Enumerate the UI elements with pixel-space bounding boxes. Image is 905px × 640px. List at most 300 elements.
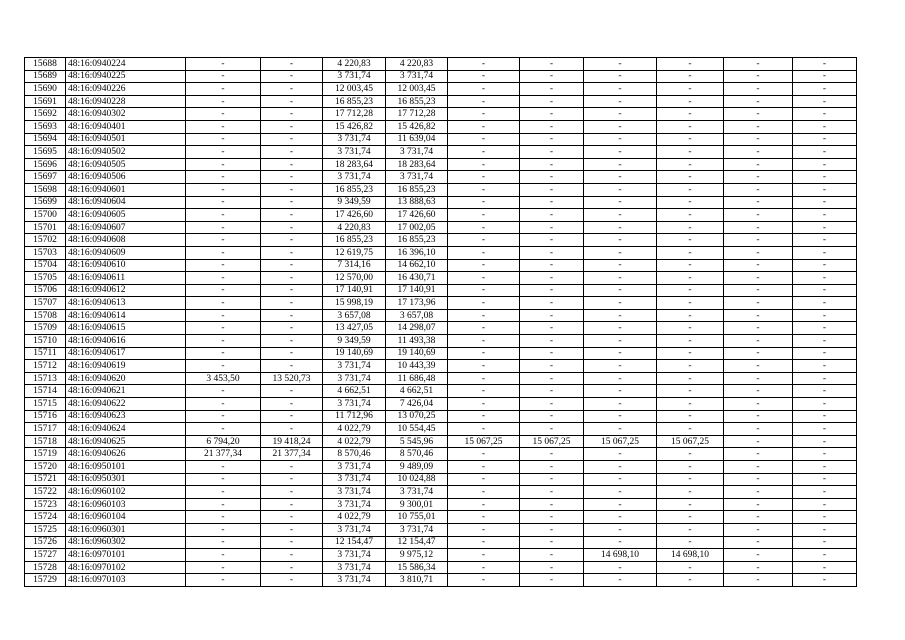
value-cell-1: - (186, 108, 261, 121)
value-cell-3: 3 731,74 (323, 498, 386, 511)
row-number-cell: 15715 (25, 398, 66, 411)
table-row (25, 272, 857, 285)
value-cell-3: 17 140,91 (323, 284, 386, 297)
value-cell-4: 14 298,07 (386, 322, 448, 335)
value-cell-8: - (657, 511, 724, 524)
value-cell-8: 14 698,10 (657, 549, 724, 562)
value-cell-7: - (584, 461, 657, 474)
value-cell-10: - (793, 461, 857, 474)
value-cell-6: - (520, 221, 584, 234)
value-cell-7: - (584, 423, 657, 436)
value-cell-2: - (261, 108, 323, 121)
value-cell-10: - (793, 309, 857, 322)
value-cell-8: - (657, 146, 724, 159)
table-row (25, 322, 857, 335)
value-cell-5: - (448, 461, 520, 474)
value-cell-2: - (261, 498, 323, 511)
value-cell-9: - (724, 486, 793, 499)
value-cell-9: - (724, 347, 793, 360)
value-cell-5: - (448, 95, 520, 108)
value-cell-9: - (724, 221, 793, 234)
value-cell-6: - (520, 549, 584, 562)
cadastral-number-cell: 48:16:0940228 (66, 95, 186, 108)
cadastral-number-cell: 48:16:0940609 (66, 246, 186, 259)
cadastral-number-cell: 48:16:0940224 (66, 58, 186, 71)
row-number-cell: 15699 (25, 196, 66, 209)
table-row (25, 246, 857, 259)
value-cell-8: - (657, 360, 724, 373)
value-cell-8: - (657, 335, 724, 348)
row-number-cell: 15719 (25, 448, 66, 461)
value-cell-1: - (186, 423, 261, 436)
table-row (25, 158, 857, 171)
value-cell-8: - (657, 322, 724, 335)
value-cell-2: - (261, 183, 323, 196)
value-cell-6: - (520, 95, 584, 108)
row-number-cell: 15714 (25, 385, 66, 398)
value-cell-9: - (724, 272, 793, 285)
value-cell-6: - (520, 70, 584, 83)
value-cell-5: - (448, 561, 520, 574)
value-cell-7: - (584, 133, 657, 146)
value-cell-1: - (186, 574, 261, 587)
value-cell-6: - (520, 461, 584, 474)
value-cell-8: - (657, 561, 724, 574)
value-cell-8: - (657, 272, 724, 285)
value-cell-2: - (261, 95, 323, 108)
value-cell-5: - (448, 297, 520, 310)
row-number-cell: 15706 (25, 284, 66, 297)
value-cell-5: - (448, 523, 520, 536)
value-cell-2: - (261, 83, 323, 96)
value-cell-5: - (448, 486, 520, 499)
value-cell-6: - (520, 234, 584, 247)
value-cell-7: - (584, 70, 657, 83)
value-cell-4: 11 686,48 (386, 372, 448, 385)
value-cell-6: - (520, 83, 584, 96)
cadastral-number-cell: 48:16:0940610 (66, 259, 186, 272)
value-cell-5: - (448, 58, 520, 71)
value-cell-1: - (186, 158, 261, 171)
value-cell-8: - (657, 461, 724, 474)
table-row (25, 574, 857, 587)
cadastral-number-cell: 48:16:0940502 (66, 146, 186, 159)
table-row (25, 549, 857, 562)
value-cell-8: - (657, 95, 724, 108)
value-cell-2: - (261, 158, 323, 171)
value-cell-9: - (724, 297, 793, 310)
value-cell-3: 4 662,51 (323, 385, 386, 398)
value-cell-9: - (724, 183, 793, 196)
value-cell-9: - (724, 322, 793, 335)
value-cell-6: - (520, 183, 584, 196)
value-cell-6: - (520, 259, 584, 272)
value-cell-7: - (584, 561, 657, 574)
value-cell-9: - (724, 133, 793, 146)
value-cell-4: 10 443,39 (386, 360, 448, 373)
row-number-cell: 15708 (25, 309, 66, 322)
value-cell-2: - (261, 309, 323, 322)
value-cell-5: - (448, 196, 520, 209)
value-cell-7: - (584, 146, 657, 159)
value-cell-1: - (186, 272, 261, 285)
value-cell-6: - (520, 158, 584, 171)
value-cell-2: 13 520,73 (261, 372, 323, 385)
value-cell-8: - (657, 347, 724, 360)
row-number-cell: 15692 (25, 108, 66, 121)
value-cell-2: - (261, 70, 323, 83)
value-cell-1: - (186, 221, 261, 234)
value-cell-9: - (724, 171, 793, 184)
value-cell-10: - (793, 574, 857, 587)
table-row (25, 511, 857, 524)
value-cell-9: - (724, 561, 793, 574)
table-row (25, 58, 857, 71)
value-cell-1: - (186, 284, 261, 297)
value-cell-4: 17 426,60 (386, 209, 448, 222)
value-cell-7: - (584, 297, 657, 310)
table-row (25, 486, 857, 499)
row-number-cell: 15705 (25, 272, 66, 285)
value-cell-9: - (724, 209, 793, 222)
value-cell-6: - (520, 120, 584, 133)
value-cell-6: - (520, 322, 584, 335)
row-number-cell: 15712 (25, 360, 66, 373)
value-cell-3: 11 712,96 (323, 410, 386, 423)
value-cell-2: - (261, 234, 323, 247)
row-number-cell: 15698 (25, 183, 66, 196)
value-cell-3: 13 427,05 (323, 322, 386, 335)
value-cell-3: 4 022,79 (323, 423, 386, 436)
value-cell-5: - (448, 108, 520, 121)
value-cell-1: - (186, 461, 261, 474)
value-cell-6: - (520, 133, 584, 146)
value-cell-2: - (261, 259, 323, 272)
value-cell-8: - (657, 309, 724, 322)
table-row (25, 95, 857, 108)
cadastral-number-cell: 48:16:0940616 (66, 335, 186, 348)
value-cell-8: - (657, 70, 724, 83)
table-row (25, 360, 857, 373)
cadastral-number-cell: 48:16:0960104 (66, 511, 186, 524)
value-cell-5: - (448, 120, 520, 133)
value-cell-1: - (186, 347, 261, 360)
value-cell-4: 9 489,09 (386, 461, 448, 474)
value-cell-5: - (448, 360, 520, 373)
value-cell-1: - (186, 360, 261, 373)
value-cell-9: - (724, 423, 793, 436)
value-cell-8: - (657, 297, 724, 310)
value-cell-6: - (520, 309, 584, 322)
value-cell-6: - (520, 398, 584, 411)
value-cell-2: - (261, 398, 323, 411)
value-cell-4: 16 396,10 (386, 246, 448, 259)
value-cell-7: - (584, 95, 657, 108)
value-cell-1: - (186, 511, 261, 524)
row-number-cell: 15702 (25, 234, 66, 247)
value-cell-3: 4 220,83 (323, 221, 386, 234)
value-cell-7: - (584, 410, 657, 423)
value-cell-7: - (584, 473, 657, 486)
value-cell-2: - (261, 58, 323, 71)
cadastral-number-cell: 48:16:0940226 (66, 83, 186, 96)
value-cell-3: 9 349,59 (323, 196, 386, 209)
value-cell-8: - (657, 372, 724, 385)
table-row (25, 297, 857, 310)
value-cell-1: - (186, 385, 261, 398)
value-cell-10: - (793, 70, 857, 83)
value-cell-3: 12 619,75 (323, 246, 386, 259)
value-cell-2: - (261, 385, 323, 398)
table-row (25, 70, 857, 83)
value-cell-1: - (186, 561, 261, 574)
value-cell-9: - (724, 196, 793, 209)
cadastral-number-cell: 48:16:0970101 (66, 549, 186, 562)
cadastral-number-cell: 48:16:0970102 (66, 561, 186, 574)
table-row (25, 309, 857, 322)
value-cell-9: - (724, 435, 793, 448)
cadastral-number-cell: 48:16:0940506 (66, 171, 186, 184)
value-cell-2: - (261, 120, 323, 133)
value-cell-2: - (261, 246, 323, 259)
value-cell-9: - (724, 574, 793, 587)
data-table (24, 57, 857, 587)
value-cell-2: - (261, 360, 323, 373)
value-cell-3: 16 855,23 (323, 234, 386, 247)
value-cell-4: 3 657,08 (386, 309, 448, 322)
value-cell-4: 3 731,74 (386, 486, 448, 499)
cadastral-number-cell: 48:16:0940623 (66, 410, 186, 423)
table-row (25, 171, 857, 184)
value-cell-7: - (584, 523, 657, 536)
value-cell-6: - (520, 523, 584, 536)
value-cell-3: 9 349,59 (323, 335, 386, 348)
cadastral-number-cell: 48:16:0950101 (66, 461, 186, 474)
value-cell-5: - (448, 423, 520, 436)
value-cell-10: - (793, 133, 857, 146)
table-row (25, 234, 857, 247)
value-cell-5: - (448, 209, 520, 222)
value-cell-3: 3 657,08 (323, 309, 386, 322)
table-body (25, 58, 857, 587)
value-cell-5: - (448, 146, 520, 159)
value-cell-9: - (724, 259, 793, 272)
value-cell-4: 8 570,46 (386, 448, 448, 461)
value-cell-4: 3 810,71 (386, 574, 448, 587)
value-cell-8: - (657, 398, 724, 411)
value-cell-7: - (584, 120, 657, 133)
value-cell-5: - (448, 410, 520, 423)
value-cell-1: - (186, 70, 261, 83)
row-number-cell: 15728 (25, 561, 66, 574)
value-cell-5: - (448, 398, 520, 411)
row-number-cell: 15713 (25, 372, 66, 385)
value-cell-4: 17 140,91 (386, 284, 448, 297)
value-cell-8: - (657, 423, 724, 436)
value-cell-1: - (186, 146, 261, 159)
table-row (25, 461, 857, 474)
value-cell-7: - (584, 246, 657, 259)
value-cell-5: - (448, 284, 520, 297)
value-cell-6: - (520, 574, 584, 587)
value-cell-6: - (520, 171, 584, 184)
value-cell-2: - (261, 423, 323, 436)
value-cell-10: - (793, 536, 857, 549)
table-row (25, 259, 857, 272)
cadastral-number-cell: 48:16:0940604 (66, 196, 186, 209)
cadastral-number-cell: 48:16:0940601 (66, 183, 186, 196)
value-cell-10: - (793, 246, 857, 259)
value-cell-1: - (186, 335, 261, 348)
value-cell-3: 17 426,60 (323, 209, 386, 222)
value-cell-2: - (261, 335, 323, 348)
value-cell-1: - (186, 133, 261, 146)
value-cell-3: 3 731,74 (323, 372, 386, 385)
table-row (25, 284, 857, 297)
value-cell-5: - (448, 498, 520, 511)
value-cell-3: 16 855,23 (323, 95, 386, 108)
value-cell-6: - (520, 536, 584, 549)
value-cell-6: - (520, 58, 584, 71)
value-cell-7: - (584, 209, 657, 222)
cadastral-number-cell: 48:16:0940612 (66, 284, 186, 297)
value-cell-5: - (448, 246, 520, 259)
row-number-cell: 15707 (25, 297, 66, 310)
row-number-cell: 15701 (25, 221, 66, 234)
value-cell-1: - (186, 398, 261, 411)
value-cell-8: - (657, 183, 724, 196)
value-cell-4: 7 426,04 (386, 398, 448, 411)
value-cell-3: 3 731,74 (323, 171, 386, 184)
table-row (25, 561, 857, 574)
value-cell-10: - (793, 398, 857, 411)
value-cell-2: - (261, 561, 323, 574)
cadastral-number-cell: 48:16:0940605 (66, 209, 186, 222)
value-cell-3: 12 154,47 (323, 536, 386, 549)
cadastral-number-cell: 48:16:0960301 (66, 523, 186, 536)
value-cell-5: - (448, 335, 520, 348)
value-cell-5: - (448, 309, 520, 322)
value-cell-1: - (186, 83, 261, 96)
value-cell-3: 8 570,46 (323, 448, 386, 461)
value-cell-5: - (448, 234, 520, 247)
value-cell-7: - (584, 360, 657, 373)
cadastral-number-cell: 48:16:0940621 (66, 385, 186, 398)
value-cell-10: - (793, 259, 857, 272)
value-cell-2: - (261, 209, 323, 222)
value-cell-4: 4 220,83 (386, 58, 448, 71)
value-cell-3: 3 731,74 (323, 70, 386, 83)
value-cell-8: - (657, 486, 724, 499)
value-cell-3: 4 220,83 (323, 58, 386, 71)
value-cell-2: - (261, 486, 323, 499)
value-cell-1: - (186, 322, 261, 335)
table-row (25, 146, 857, 159)
value-cell-4: 16 855,23 (386, 183, 448, 196)
value-cell-6: - (520, 448, 584, 461)
value-cell-10: - (793, 435, 857, 448)
value-cell-5: - (448, 171, 520, 184)
value-cell-9: - (724, 120, 793, 133)
value-cell-10: - (793, 511, 857, 524)
value-cell-4: 17 002,05 (386, 221, 448, 234)
value-cell-5: - (448, 549, 520, 562)
value-cell-4: 9 300,01 (386, 498, 448, 511)
value-cell-5: - (448, 372, 520, 385)
value-cell-2: - (261, 549, 323, 562)
row-number-cell: 15722 (25, 486, 66, 499)
cadastral-number-cell: 48:16:0940619 (66, 360, 186, 373)
value-cell-2: - (261, 410, 323, 423)
row-number-cell: 15700 (25, 209, 66, 222)
cadastral-number-cell: 48:16:0940611 (66, 272, 186, 285)
table-row (25, 498, 857, 511)
cadastral-number-cell: 48:16:0940607 (66, 221, 186, 234)
value-cell-2: - (261, 536, 323, 549)
table-row (25, 473, 857, 486)
value-cell-5: - (448, 385, 520, 398)
value-cell-1: - (186, 410, 261, 423)
value-cell-2: - (261, 171, 323, 184)
cadastral-number-cell: 48:16:0960102 (66, 486, 186, 499)
value-cell-10: - (793, 385, 857, 398)
value-cell-8: 15 067,25 (657, 435, 724, 448)
value-cell-6: - (520, 423, 584, 436)
value-cell-6: - (520, 473, 584, 486)
value-cell-8: - (657, 385, 724, 398)
value-cell-7: - (584, 448, 657, 461)
value-cell-3: 3 731,74 (323, 549, 386, 562)
value-cell-6: - (520, 284, 584, 297)
value-cell-8: - (657, 221, 724, 234)
value-cell-4: 10 755,01 (386, 511, 448, 524)
value-cell-8: - (657, 259, 724, 272)
value-cell-7: - (584, 58, 657, 71)
row-number-cell: 15694 (25, 133, 66, 146)
value-cell-5: - (448, 574, 520, 587)
value-cell-7: - (584, 322, 657, 335)
value-cell-7: - (584, 284, 657, 297)
cadastral-number-cell: 48:16:0940617 (66, 347, 186, 360)
value-cell-6: - (520, 410, 584, 423)
value-cell-10: - (793, 221, 857, 234)
value-cell-9: - (724, 335, 793, 348)
value-cell-7: - (584, 221, 657, 234)
value-cell-10: - (793, 322, 857, 335)
value-cell-6: - (520, 498, 584, 511)
value-cell-9: - (724, 523, 793, 536)
value-cell-9: - (724, 309, 793, 322)
value-cell-3: 3 731,74 (323, 473, 386, 486)
value-cell-3: 3 731,74 (323, 461, 386, 474)
value-cell-3: 15 998,19 (323, 297, 386, 310)
value-cell-6: - (520, 385, 584, 398)
value-cell-2: - (261, 221, 323, 234)
cadastral-number-cell: 48:16:0940225 (66, 70, 186, 83)
value-cell-7: - (584, 372, 657, 385)
value-cell-3: 18 283,64 (323, 158, 386, 171)
value-cell-9: - (724, 473, 793, 486)
value-cell-2: - (261, 574, 323, 587)
value-cell-8: - (657, 108, 724, 121)
value-cell-7: - (584, 272, 657, 285)
value-cell-4: 13 070,25 (386, 410, 448, 423)
value-cell-6: - (520, 108, 584, 121)
value-cell-7: - (584, 498, 657, 511)
value-cell-7: - (584, 309, 657, 322)
row-number-cell: 15688 (25, 58, 66, 71)
value-cell-9: - (724, 83, 793, 96)
